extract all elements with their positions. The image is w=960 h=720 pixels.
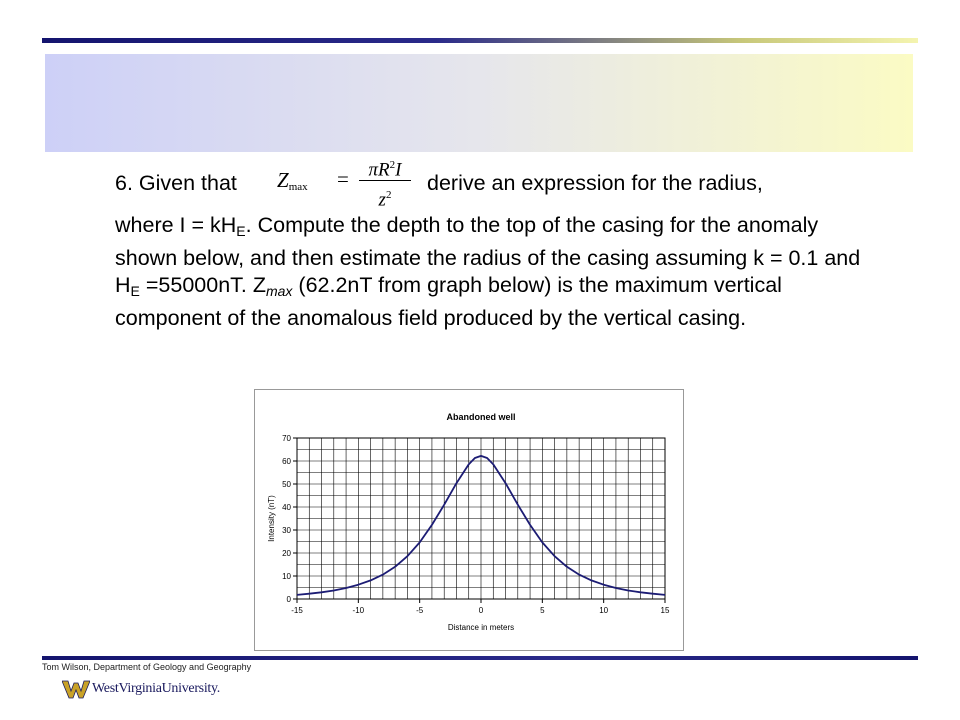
y-tick-label: 50 bbox=[282, 480, 291, 489]
problem-intro: 6. Given that bbox=[115, 171, 237, 195]
formula-fraction-bar bbox=[359, 180, 411, 181]
x-tick-label: 5 bbox=[540, 606, 545, 615]
title-band bbox=[45, 54, 913, 152]
problem-text bbox=[115, 160, 875, 332]
y-tick-label: 60 bbox=[282, 457, 291, 466]
y-tick-label: 10 bbox=[282, 572, 291, 581]
formula-denominator: $z^2$ bbox=[378, 189, 392, 211]
y-tick-label: 30 bbox=[282, 526, 291, 535]
y-tick-label: 20 bbox=[282, 549, 291, 558]
x-tick-label: -15 bbox=[291, 606, 303, 615]
wvu-logo bbox=[62, 679, 220, 699]
logo-wordmark: WestVirginiaUniversity. bbox=[92, 681, 221, 696]
x-tick-label: 15 bbox=[660, 606, 670, 615]
top-rule bbox=[42, 38, 918, 43]
x-tick-label: -5 bbox=[416, 606, 424, 615]
problem-first-line bbox=[115, 160, 875, 212]
anomaly-chart-svg bbox=[255, 390, 683, 650]
problem-intro-tail: derive an expression for the radius, bbox=[427, 171, 763, 195]
x-tick-label: 10 bbox=[599, 606, 609, 615]
formula-numerator: $\pi R^2I$ bbox=[368, 159, 402, 181]
y-tick-label: 40 bbox=[282, 503, 291, 512]
formula-equals: = bbox=[337, 167, 349, 191]
y-tick-label: 0 bbox=[286, 595, 291, 604]
footer-credit: Tom Wilson, Department of Geology and Geography bbox=[42, 662, 252, 672]
x-tick-label: -10 bbox=[352, 606, 365, 615]
formula-lhs: $Z_{max}$ bbox=[277, 168, 308, 193]
zmax-formula bbox=[267, 152, 427, 210]
x-tick-label: 0 bbox=[478, 606, 484, 615]
bottom-rule bbox=[42, 656, 918, 660]
wv-logo-icon bbox=[62, 679, 90, 699]
anomaly-chart bbox=[254, 389, 684, 651]
y-axis-label: Intensity (nT) bbox=[267, 495, 276, 542]
x-axis-label: Distance in meters bbox=[447, 623, 515, 632]
y-tick-label: 70 bbox=[282, 434, 291, 443]
chart-title: Abandoned well bbox=[446, 412, 516, 422]
problem-paragraph: where $I = kH_E$. Compute the depth to the top of the casing for the anomaly shown below, and then estimate the radius of the casing assuming k = 0.1 and $H_E =55000nT$. $Z_{max}$ (62.2nT from graph below) is the maximum vertical component of the anomalous field produced by the vertical casing. bbox=[115, 213, 861, 330]
